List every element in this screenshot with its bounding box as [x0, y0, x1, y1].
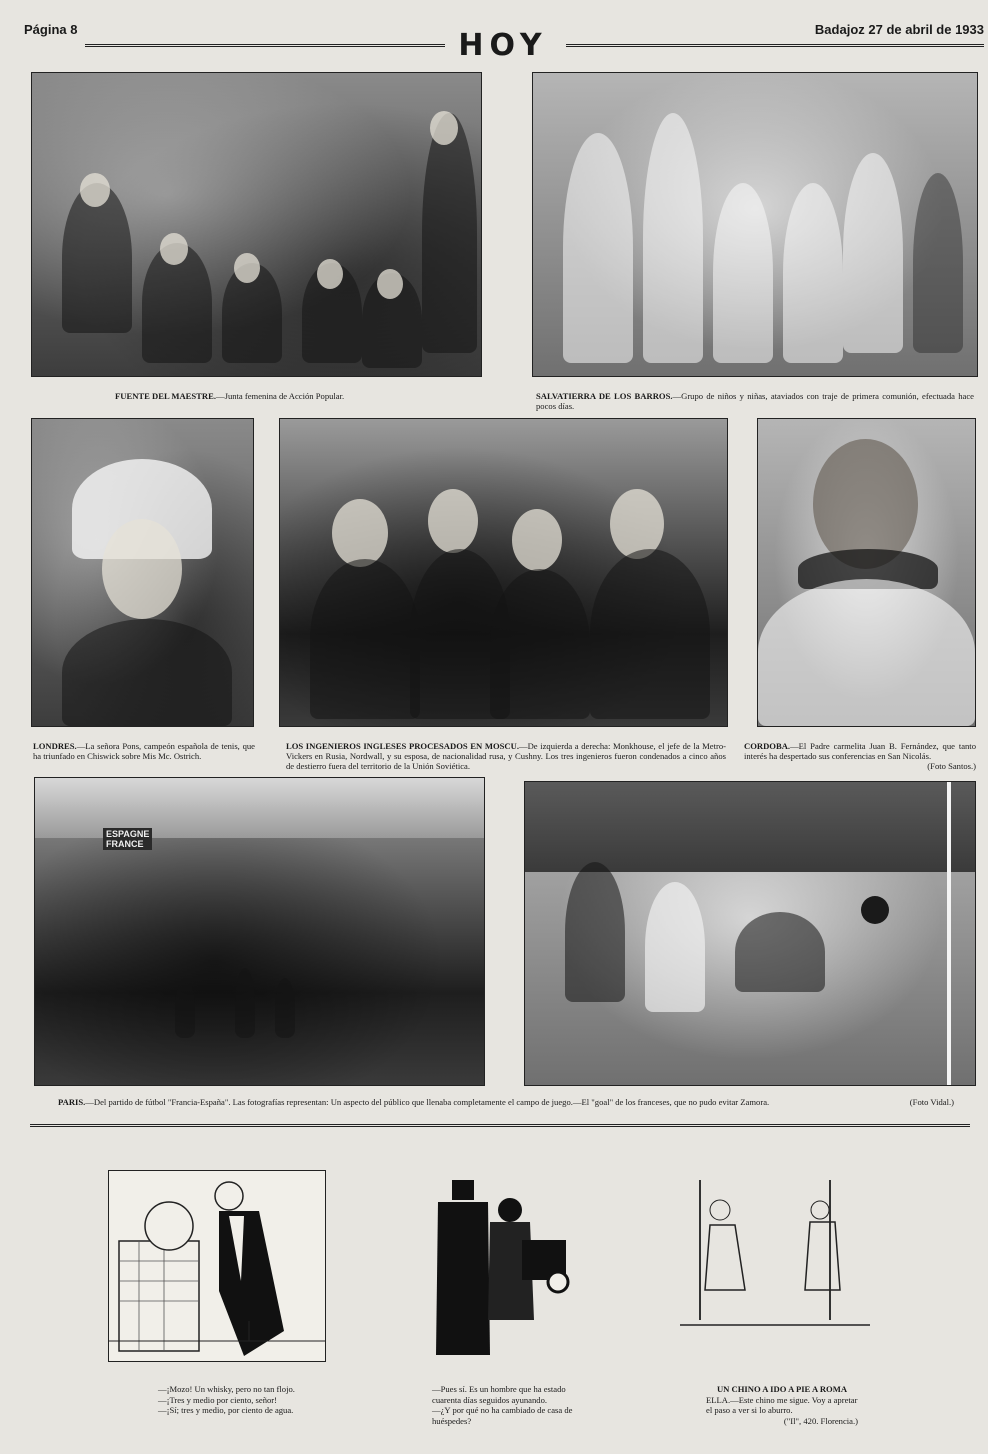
- cartoon-ayuno-caption: [432, 1384, 582, 1426]
- photo-londres: [31, 418, 254, 727]
- cartoon-whisky: [108, 1170, 326, 1362]
- cartoon-credit: ("Il", 420. Florencia.): [783, 1415, 858, 1426]
- cartoon-whisky-caption: [158, 1384, 308, 1416]
- caption-londres: [33, 741, 255, 761]
- dialogue-line: —¡Mozo! Un whisky, pero no tan flojo.: [158, 1384, 295, 1394]
- caption-text: —Junta femenina de Acción Popular.: [216, 391, 345, 401]
- cartoon-ayuno: [430, 1170, 578, 1368]
- dialogue-line: —Pues sí. Es un hombre que ha estado cuarenta días seguidos ayunando.: [432, 1384, 566, 1405]
- section-divider: [30, 1124, 970, 1127]
- page-number: Página 8: [24, 22, 78, 37]
- photo-salvatierra: [532, 72, 978, 377]
- caption-text: —De izquierda a derecha: Monkhouse, el jefe de la Metro-Vickers en Rusia, Nordwall, y su esposa, de nacionalidad rusa, y Cushny. Los tres ingenieros fueron condenados a cinco años de destierro fuera del territorio de la Unión Soviética.: [286, 741, 726, 771]
- issue-date: Badajoz 27 de abril de 1933: [814, 22, 984, 37]
- dialogue-line: —¡Sí; tres y medio, por ciento de agua.: [158, 1405, 294, 1415]
- caption-place: LOS INGENIEROS INGLESES PROCESADOS EN MOSCU.: [286, 741, 519, 751]
- photo-cordoba: [757, 418, 976, 727]
- caption-place: PARIS.: [58, 1097, 86, 1107]
- caption-salvatierra: [536, 391, 974, 411]
- newspaper-title: HOY: [458, 28, 548, 63]
- caption-place: FUENTE DEL MAESTRE.: [115, 391, 216, 401]
- caption-text: —La señora Pons, campeón española de tenis, que ha triunfado en Chiswick sobre Mis Mc. Ostrich.: [33, 741, 255, 761]
- photo-fuente-del-maestre: [31, 72, 482, 377]
- caption-fuente-del-maestre: [115, 391, 415, 401]
- banner-france: FRANCE: [106, 839, 144, 849]
- cartoon-whisky-drawing: [109, 1171, 325, 1361]
- caption-place: CORDOBA.: [744, 741, 791, 751]
- masthead-rule-right: [566, 44, 984, 47]
- caption-text: —Grupo de niños y niñas, ataviados con traje de primera comunión, efectuada hace pocos días.: [536, 391, 974, 411]
- photo-credit: (Foto Santos.): [927, 761, 976, 771]
- photo-paris-goal: [524, 781, 976, 1086]
- caption-paris: [58, 1097, 954, 1107]
- caption-text: —Del partido de fútbol "Francia-España". Las fotografías representan: Un aspecto del público que llenaba completamente el campo de juego.—El "goal" de los franceses, que no pudo evitar Zamora.: [85, 1097, 770, 1107]
- dialogue-line: ELLA.—Este chino me sigue. Voy a apretar el paso a ver si lo aburro.: [706, 1394, 858, 1415]
- photo-ingenieros-moscu: [279, 418, 728, 727]
- banner-espagne: ESPAGNE: [106, 829, 150, 839]
- cartoon-chino: [680, 1170, 870, 1330]
- photo-paris-stadium: [34, 777, 485, 1086]
- caption-text: —El Padre carmelita Juan B. Fernández, que tanto interés ha despertado sus conferencias en San Nicolás.: [744, 741, 976, 761]
- football-icon: [861, 896, 889, 924]
- cartoon-title: UN CHINO A IDO A PIE A ROMA: [716, 1384, 848, 1394]
- caption-ingenieros: [286, 741, 726, 771]
- cartoon-ayuno-drawing: [430, 1170, 578, 1368]
- cartoon-chino-drawing: [680, 1170, 870, 1330]
- dialogue-line: —¿Y por qué no ha cambiado de casa de huéspedes?: [432, 1405, 573, 1426]
- photo-credit: (Foto Vidal.): [909, 1097, 954, 1107]
- caption-cordoba: [744, 741, 976, 771]
- dialogue-line: —¡Tres y medio por ciento, señor!: [158, 1394, 278, 1405]
- caption-place: LONDRES.: [33, 741, 77, 751]
- caption-place: SALVATIERRA DE LOS BARROS.: [536, 391, 673, 401]
- masthead-rule-left: [85, 44, 445, 47]
- cartoon-chino-caption: [706, 1384, 858, 1426]
